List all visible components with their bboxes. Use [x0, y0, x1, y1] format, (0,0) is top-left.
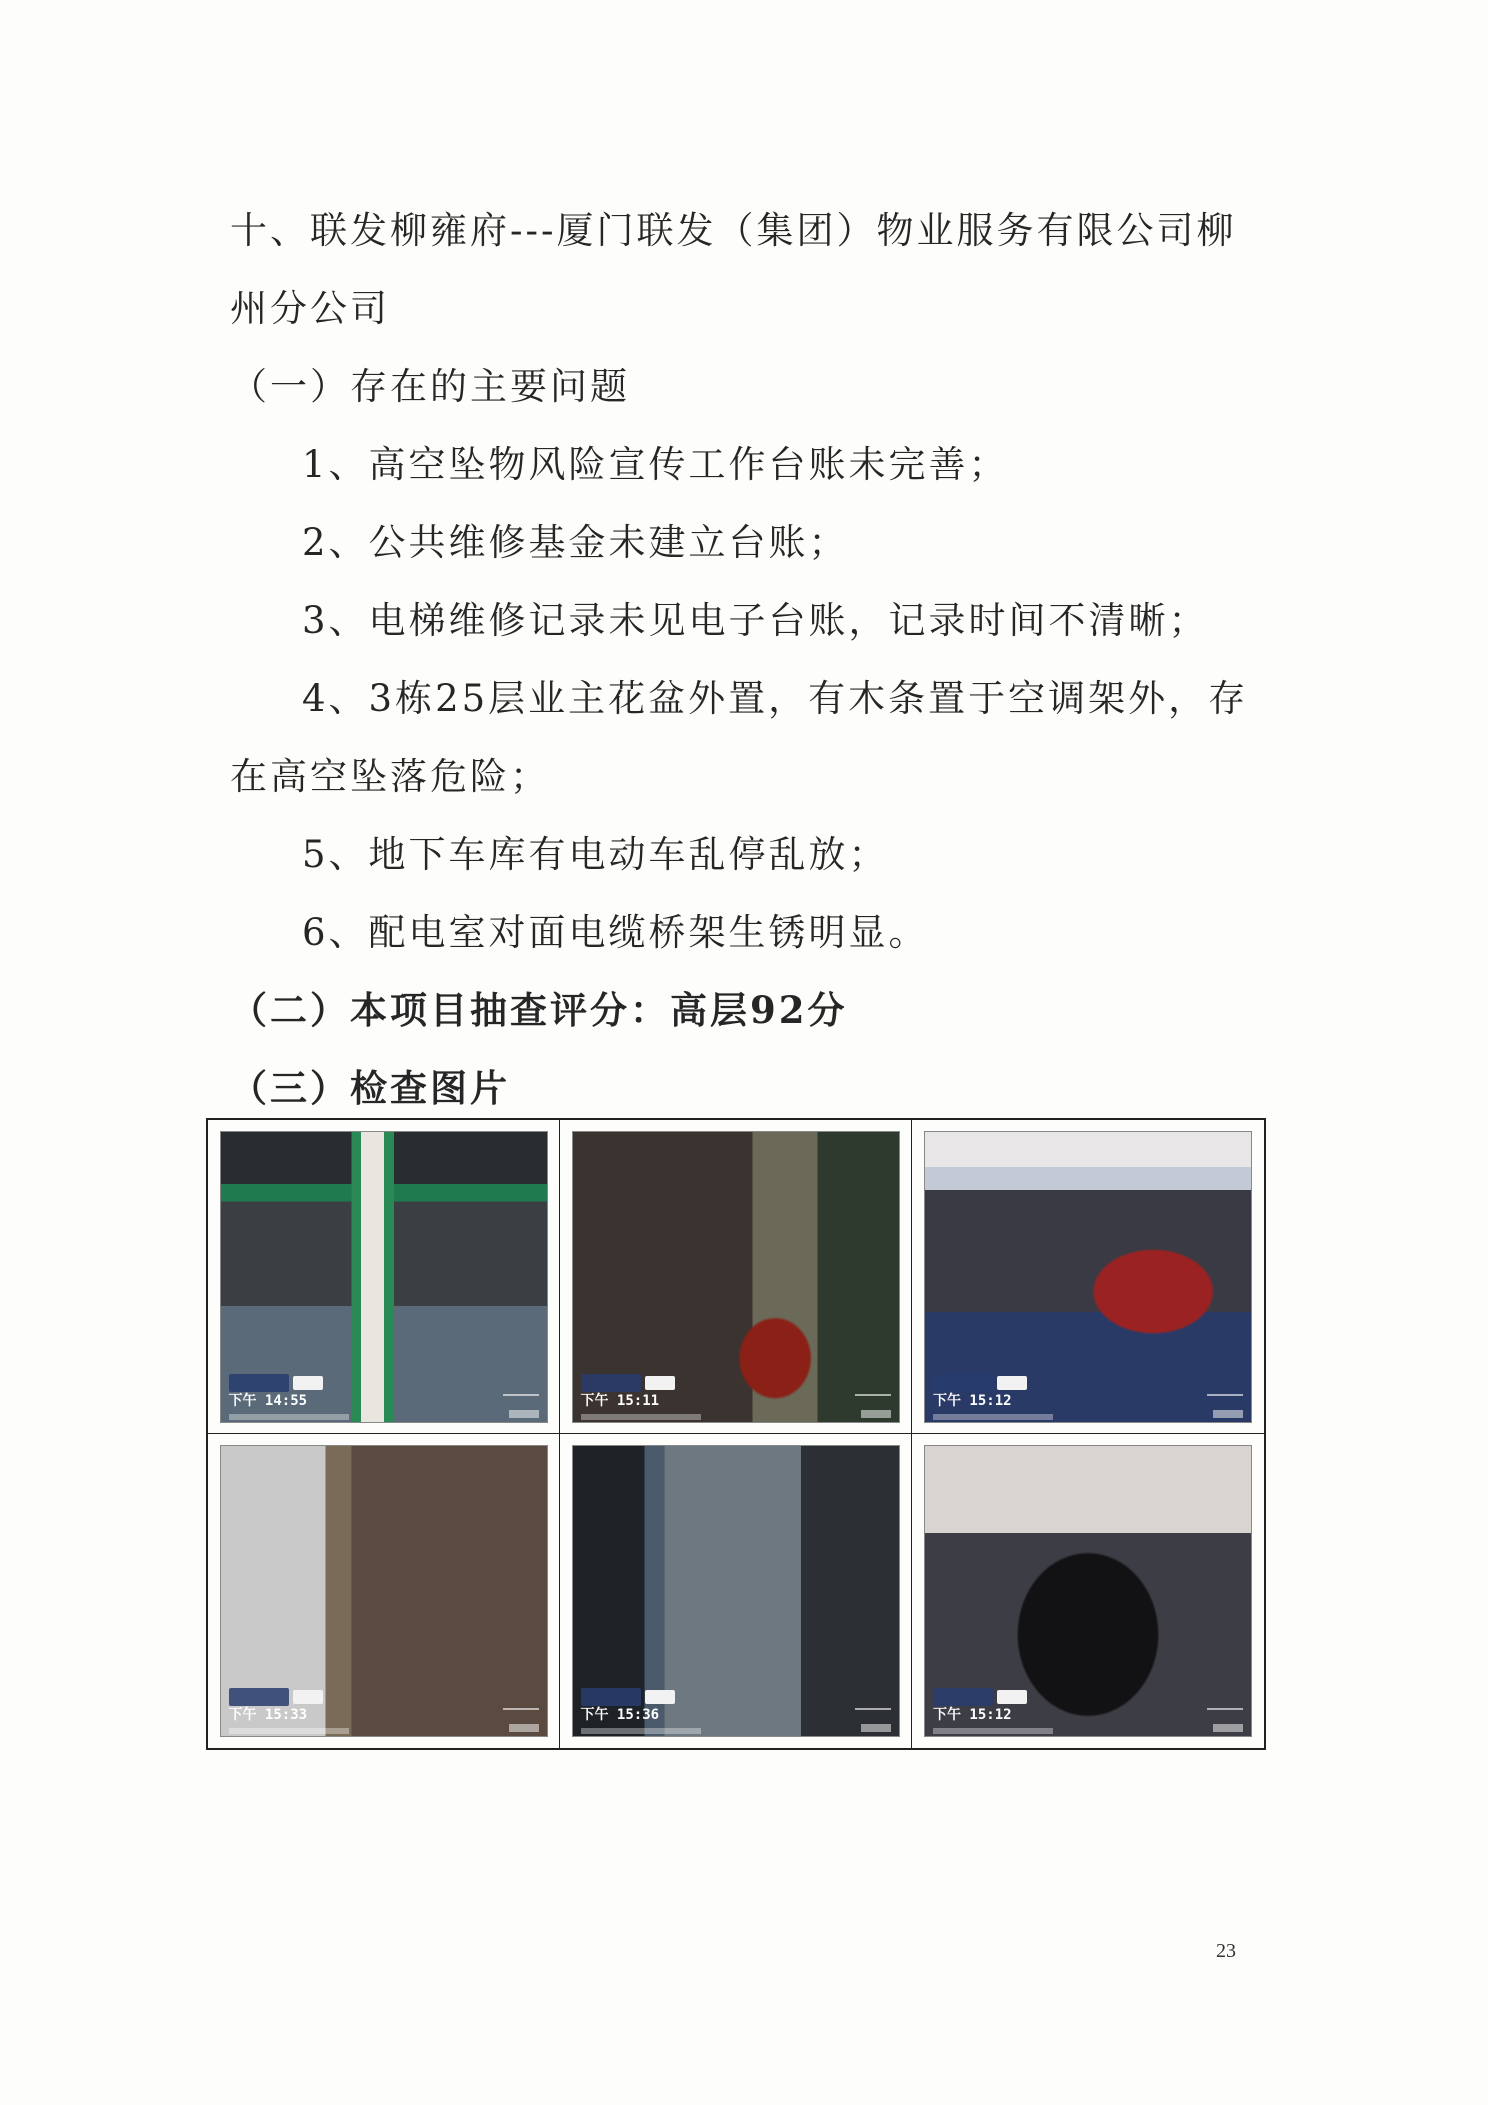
photo-caption-bar — [581, 1728, 701, 1734]
watermark-brand — [855, 1394, 891, 1418]
photo-timestamp: 下午 15:11 — [580, 1392, 660, 1409]
photo-caption-bar — [933, 1414, 1053, 1420]
issue-item-4: 4、3栋25层业主花盆外置，有木条置于空调架外，存 — [302, 677, 1249, 720]
inspection-photo — [925, 1132, 1251, 1422]
watermark-brand — [1207, 1394, 1243, 1418]
subsection-heading-score: （二）本项目抽查评分：高层92分 — [230, 988, 848, 1032]
inspection-photo — [573, 1446, 899, 1736]
watermark-brand — [1207, 1708, 1243, 1732]
photo-timestamp: 下午 15:33 — [228, 1707, 308, 1723]
issue-item-5: 5、地下车库有电动车乱停乱放； — [302, 833, 889, 876]
photo-cell — [208, 1120, 560, 1434]
issue-item-3: 3、电梯维修记录未见电子台账，记录时间不清晰； — [302, 599, 1209, 642]
photo-timestamp: 下午 15:12 — [933, 1707, 1012, 1723]
photo-cell — [912, 1120, 1264, 1434]
photo-cell — [208, 1434, 560, 1748]
subsection-heading-photos: （三）检查图片 — [230, 1066, 510, 1110]
photo-timestamp: 下午 15:36 — [580, 1707, 660, 1723]
section-title-line-2: 州分公司 — [230, 287, 390, 330]
photo-cell — [912, 1434, 1264, 1748]
subsection-heading-issues: （一）存在的主要问题 — [230, 365, 630, 408]
inspection-photo — [925, 1446, 1251, 1736]
photo-timestamp: 下午 14:55 — [228, 1392, 308, 1409]
issue-item-2: 2、公共维修基金未建立台账； — [302, 521, 849, 564]
page-number: 23 — [1216, 1940, 1236, 1962]
section-title-line-1: 十、联发柳雍府---厦门联发（集团）物业服务有限公司柳 — [230, 209, 1237, 252]
inspection-photo — [221, 1132, 547, 1422]
watermark-brand — [503, 1708, 539, 1732]
inspection-photo-grid — [206, 1118, 1266, 1750]
photo-caption-bar — [229, 1728, 349, 1734]
watermark-brand — [503, 1394, 539, 1418]
photo-caption-bar — [933, 1728, 1053, 1734]
issue-item-6: 6、配电室对面电缆桥架生锈明显。 — [302, 911, 929, 954]
issue-item-4-continued: 在高空坠落危险； — [230, 755, 550, 798]
inspection-photo — [221, 1446, 547, 1736]
issue-item-1: 1、高空坠物风险宣传工作台账未完善； — [302, 443, 1009, 486]
photo-caption-bar — [581, 1414, 701, 1420]
watermark-brand — [855, 1708, 891, 1732]
photo-cell — [560, 1120, 912, 1434]
photo-cell — [560, 1434, 912, 1748]
photo-caption-bar — [229, 1414, 349, 1420]
inspection-photo — [573, 1132, 899, 1422]
photo-timestamp: 下午 15:12 — [933, 1392, 1012, 1409]
